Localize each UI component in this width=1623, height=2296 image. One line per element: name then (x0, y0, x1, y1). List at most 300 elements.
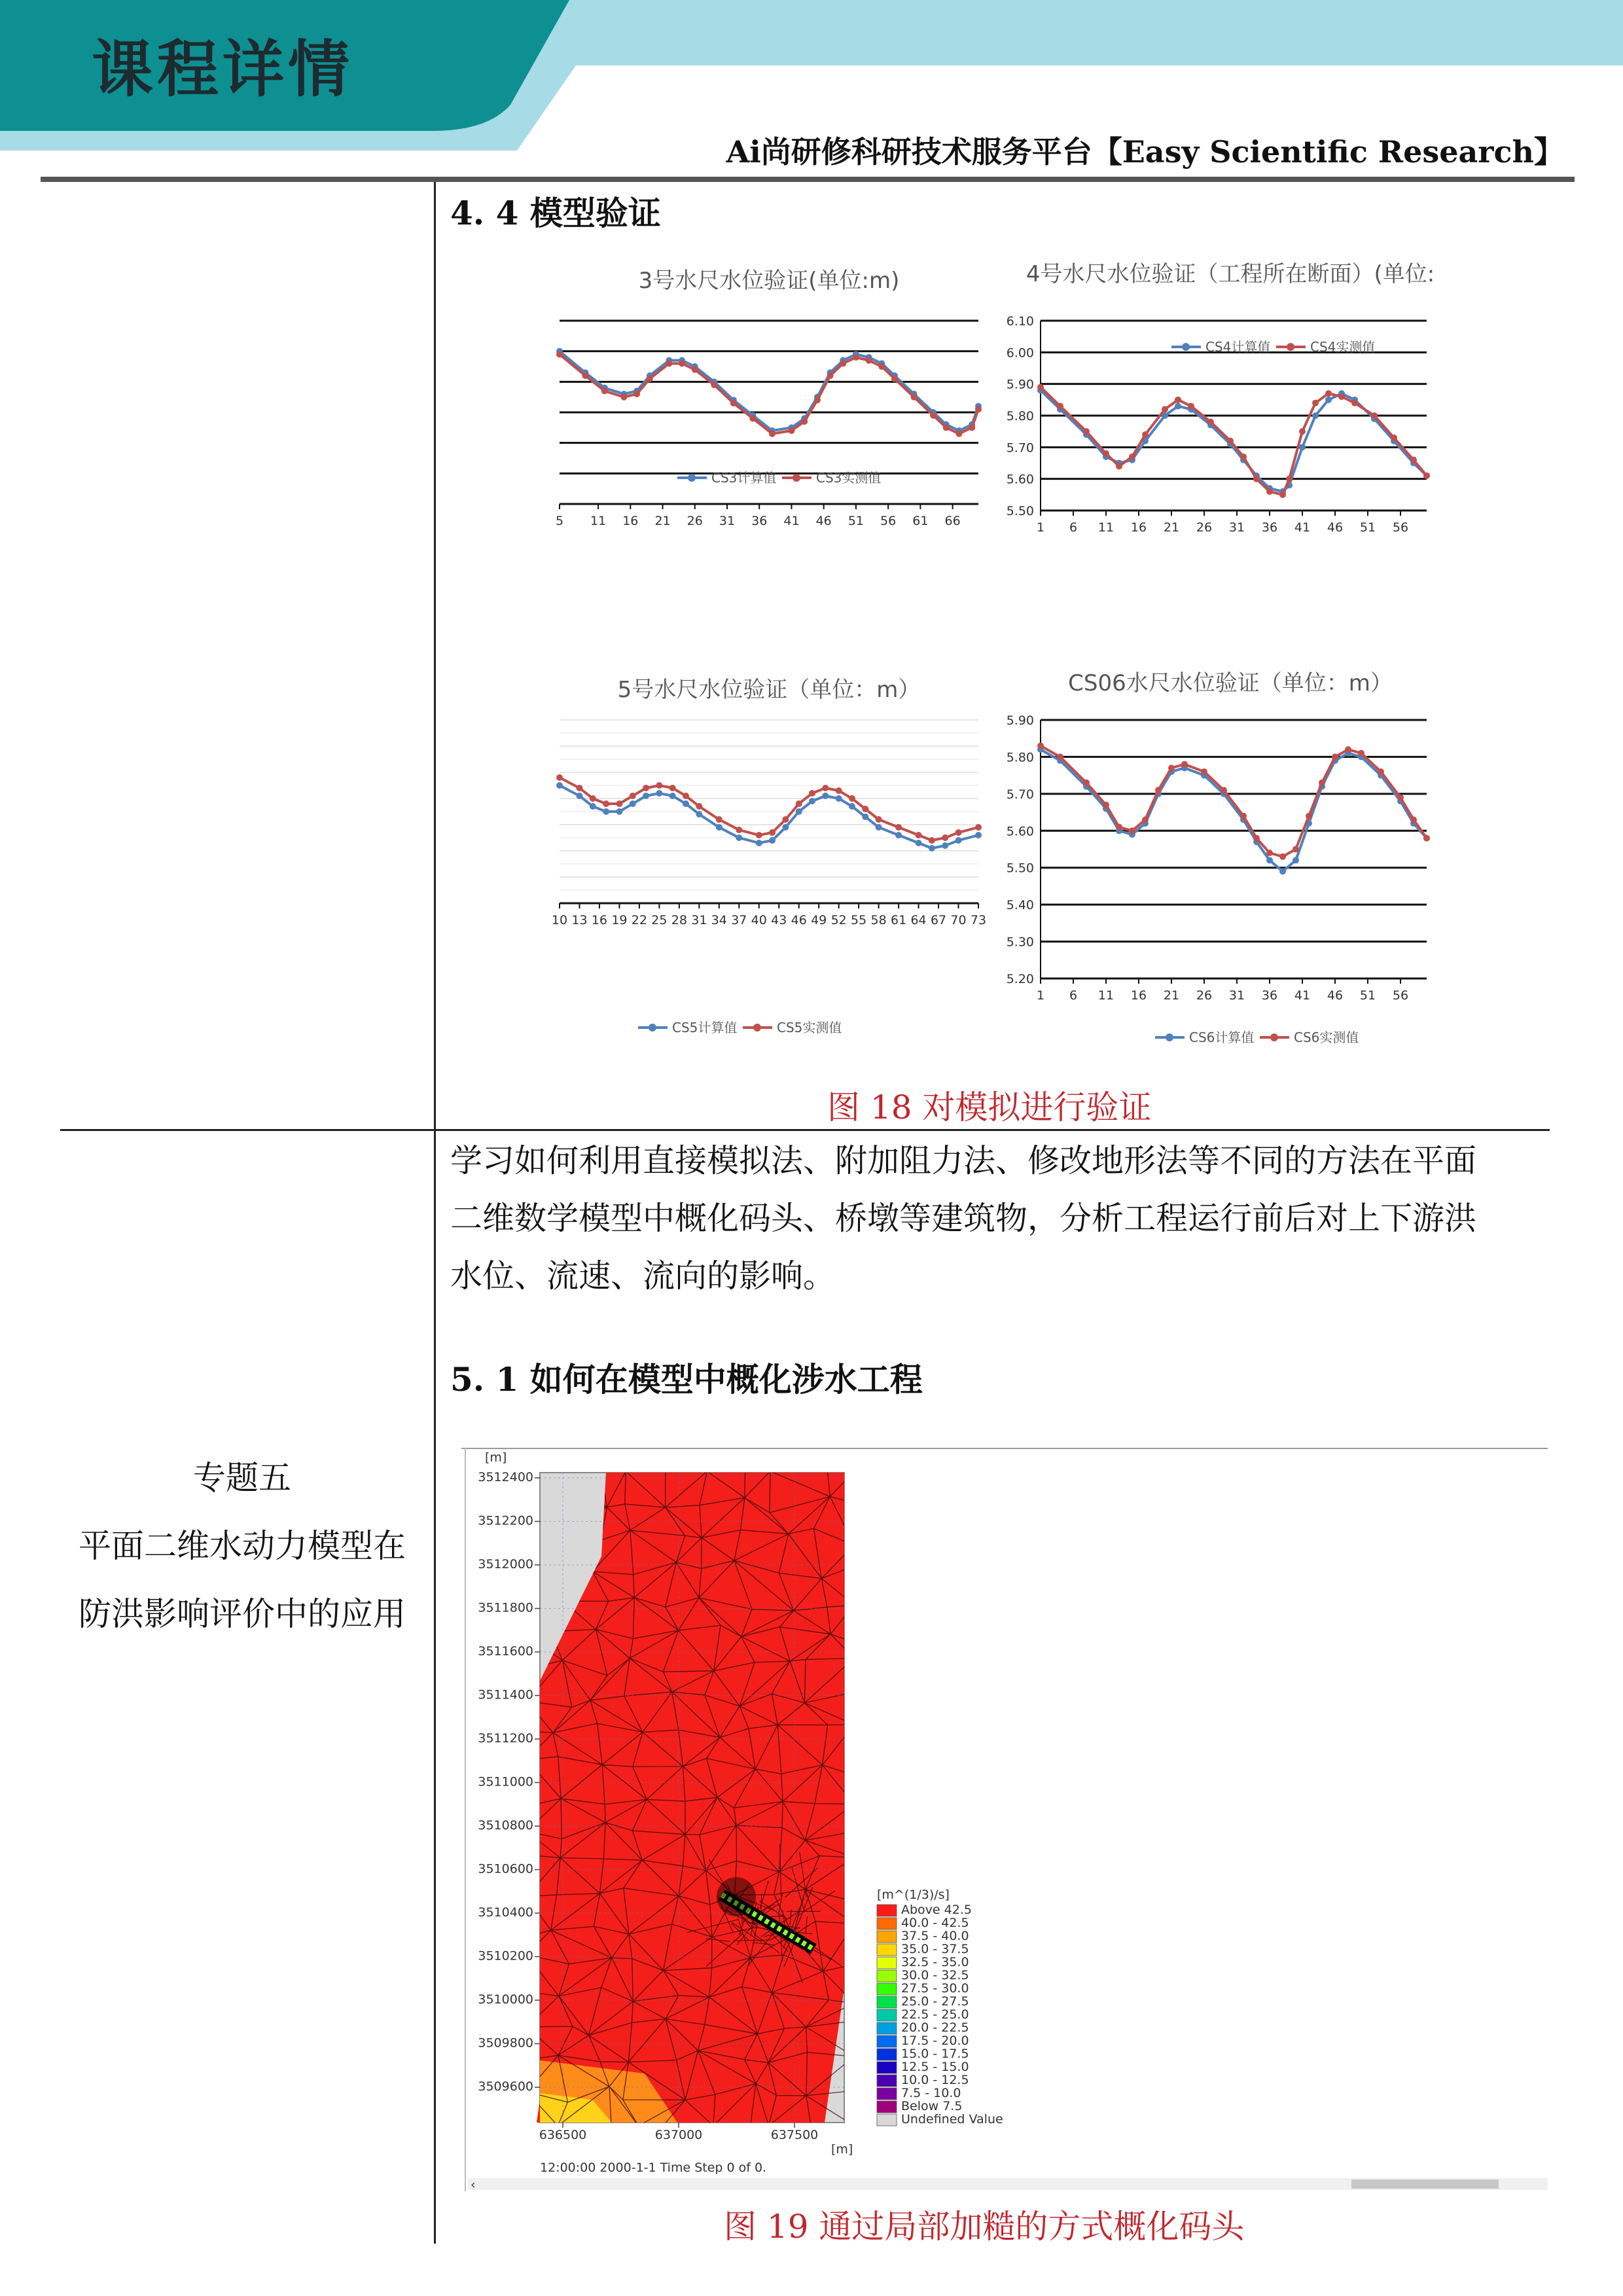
data-point (679, 360, 685, 367)
x-tick-label: 34 (711, 913, 727, 927)
data-point (1175, 403, 1181, 410)
x-tick-label: 61 (891, 913, 907, 927)
scrollbar-thumb[interactable] (1351, 2179, 1499, 2189)
data-point (1312, 400, 1319, 406)
section-4-4-heading: 4. 4 模型验证 (450, 194, 661, 232)
x-tick-label: 16 (622, 514, 639, 528)
data-point (769, 829, 776, 836)
data-point (849, 803, 855, 810)
legend-label: CS4实测值 (1310, 339, 1376, 355)
legend-swatch (877, 1983, 897, 1995)
data-point (1312, 412, 1319, 419)
x-tick-label: 36 (1261, 520, 1278, 535)
data-point (769, 431, 776, 437)
table-column-divider (434, 182, 436, 2244)
data-point (782, 816, 789, 823)
x-tick-label: 21 (1163, 988, 1180, 1003)
legend-label: 30.0 - 32.5 (901, 1968, 969, 1982)
page-title: 课程详情 (92, 34, 354, 105)
data-point (878, 363, 885, 370)
chart-title: 3号水尺水位验证(单位:m) (638, 268, 900, 294)
data-point (1221, 787, 1227, 793)
x-tick-label: 55 (851, 913, 867, 927)
data-point (1253, 835, 1260, 842)
x-tick-label: 31 (691, 913, 707, 927)
x-tick-label: 37 (731, 913, 747, 927)
legend-label: CS6计算值 (1189, 1030, 1255, 1045)
data-point (643, 785, 649, 791)
data-point (1227, 438, 1234, 444)
data-point (696, 803, 702, 810)
y-unit-label: [m] (485, 1450, 507, 1465)
legend-marker (688, 474, 696, 482)
data-point (1378, 768, 1384, 775)
data-point (1162, 406, 1168, 412)
mesh-figure (461, 1445, 1548, 2191)
data-point (849, 795, 855, 802)
legend-label: CS3计算值 (711, 470, 777, 486)
y-tick-label: 3509600 (478, 2079, 533, 2094)
data-point (1299, 428, 1306, 435)
chart-title: CS06水尺水位验证（单位：m） (1068, 670, 1393, 696)
data-point (669, 785, 676, 791)
data-point (1129, 827, 1135, 834)
data-point (1253, 476, 1260, 482)
legend-swatch (877, 2101, 897, 2113)
x-tick-label: 19 (611, 913, 628, 927)
legend-swatch (877, 1905, 897, 1916)
data-point (1175, 397, 1181, 403)
data-point (1083, 428, 1090, 435)
legend-swatch (877, 1957, 897, 1969)
data-point (809, 798, 815, 804)
x-tick-label: 41 (1294, 520, 1311, 535)
data-point (556, 351, 563, 357)
legend-swatch (877, 1970, 897, 1982)
data-point (840, 360, 846, 367)
x-tick-label: 36 (1261, 988, 1278, 1003)
x-tick-label: 16 (1130, 988, 1147, 1003)
data-point (1201, 768, 1207, 775)
x-tick-label: 51 (1359, 988, 1376, 1003)
y-tick-label: 3511000 (478, 1774, 533, 1789)
y-tick-label: 5.50 (1006, 504, 1034, 518)
x-tick-label: 16 (591, 913, 608, 927)
legend-label: Above 42.5 (901, 1903, 972, 1917)
data-point (955, 837, 962, 844)
data-point (1299, 444, 1306, 450)
y-tick-label: 3509800 (478, 2036, 533, 2051)
data-point (616, 800, 622, 807)
legend-label: 17.5 - 20.0 (901, 2034, 969, 2048)
data-point (1293, 846, 1299, 853)
data-point (590, 803, 596, 810)
data-point (1351, 400, 1358, 406)
data-point (1286, 476, 1293, 482)
y-tick-label: 5.50 (1006, 861, 1034, 876)
data-point (796, 800, 802, 807)
data-point (666, 360, 672, 367)
data-point (1397, 795, 1404, 801)
topic-description (450, 1132, 1550, 1305)
data-point (1306, 813, 1312, 819)
x-tick-label: 56 (1392, 988, 1409, 1003)
legend-label: 32.5 - 35.0 (901, 1955, 969, 1969)
data-point (955, 431, 962, 437)
x-tick-label: 46 (815, 514, 832, 528)
chart-4 (1007, 670, 1430, 1045)
data-point (1293, 857, 1299, 863)
data-point (1338, 393, 1345, 400)
data-point (796, 808, 802, 815)
x-tick-label: 11 (590, 514, 607, 528)
legend-label: 7.5 - 10.0 (901, 2086, 961, 2100)
x-tick-label: 637500 (770, 2128, 819, 2142)
y-tick-label: 5.60 (1006, 472, 1034, 487)
x-tick-label: 11 (1097, 988, 1115, 1003)
topic-label (59, 1444, 425, 1648)
y-tick-label: 3512000 (478, 1557, 533, 1571)
data-point (590, 795, 596, 802)
x-tick-label: 66 (944, 514, 961, 528)
data-point (1325, 397, 1332, 403)
x-tick-label: 56 (880, 514, 897, 528)
data-point (1391, 435, 1397, 441)
figure-18-caption: 图 18 对模拟进行验证 (827, 1088, 1152, 1126)
y-tick-label: 3510000 (478, 1992, 533, 2007)
data-point (1410, 816, 1417, 823)
data-point (647, 376, 653, 382)
x-tick-label: 52 (830, 913, 847, 927)
x-tick-label: 58 (870, 913, 887, 927)
x-tick-label: 51 (1359, 520, 1376, 535)
series-line (560, 351, 978, 431)
y-tick-label: 5.90 (1006, 377, 1034, 392)
x-tick-label: 1 (1036, 988, 1045, 1003)
legend-swatch (877, 2009, 897, 2021)
chart-3 (552, 677, 986, 1035)
legend-marker (1287, 343, 1294, 351)
x-tick-label: 11 (1097, 520, 1115, 535)
data-point (769, 837, 776, 844)
data-point (1037, 743, 1044, 749)
data-point (814, 397, 821, 403)
data-point (1266, 857, 1273, 863)
data-point (866, 357, 872, 364)
legend-swatch (877, 2114, 897, 2126)
time-step-label: 12:00:00 2000-1-1 Time Step 0 of 0. (540, 2161, 767, 2175)
data-point (975, 406, 982, 412)
data-point (1332, 753, 1338, 760)
legend-swatch (877, 1931, 897, 1943)
data-point (749, 415, 756, 422)
x-tick-label: 637000 (654, 2128, 703, 2142)
x-unit-label: [m] (831, 2142, 853, 2157)
legend-label: CS4计算值 (1205, 339, 1271, 355)
data-point (1103, 802, 1109, 808)
series-line (1041, 749, 1427, 871)
x-tick-label: 22 (631, 913, 647, 927)
legend-label: 37.5 - 40.0 (901, 1929, 969, 1943)
y-tick-label: 6.00 (1006, 346, 1034, 361)
data-point (1116, 824, 1122, 831)
data-point (862, 814, 868, 820)
series-line (560, 785, 978, 848)
data-point (730, 400, 737, 406)
x-tick-label: 636500 (539, 2128, 587, 2142)
data-point (630, 793, 636, 799)
legend-swatch (877, 2062, 897, 2073)
legend-marker (1166, 1033, 1173, 1041)
x-tick-label: 31 (719, 514, 736, 528)
legend-swatch (877, 1944, 897, 1956)
data-point (1188, 403, 1194, 410)
x-tick-label: 6 (1069, 988, 1078, 1003)
data-point (1266, 488, 1273, 495)
x-tick-label: 51 (847, 514, 865, 528)
y-tick-label: 5.30 (1006, 935, 1034, 950)
data-point (1057, 753, 1063, 760)
data-point (942, 834, 948, 841)
legend-label: 27.5 - 30.0 (901, 1981, 969, 1996)
y-tick-label: 5.80 (1006, 409, 1034, 423)
data-point (942, 842, 948, 849)
data-point (736, 827, 742, 833)
y-tick-label: 3510800 (478, 1818, 533, 1833)
data-point (756, 832, 762, 838)
data-point (809, 790, 815, 797)
data-point (1142, 431, 1149, 438)
scroll-left-icon[interactable]: ‹ (471, 2178, 476, 2191)
legend-label: CS3实测值 (816, 470, 882, 486)
legend-swatch (877, 2049, 897, 2060)
section-5-1-heading: 5. 1 如何在模型中概化涉水工程 (450, 1360, 923, 1399)
data-point (756, 840, 762, 846)
topic-title-line-1: 平面二维水动力模型在 (79, 1527, 406, 1565)
data-point (1142, 816, 1149, 823)
legend-marker (793, 474, 800, 482)
x-tick-label: 5 (555, 514, 564, 528)
x-tick-label: 26 (687, 514, 703, 528)
data-point (1423, 473, 1430, 479)
data-point (556, 782, 563, 789)
x-tick-label: 67 (930, 913, 947, 927)
data-point (1103, 450, 1109, 457)
data-point (1129, 454, 1135, 460)
data-point (801, 418, 808, 425)
data-point (620, 394, 627, 401)
description-line: 二维数学模型中概化码头、桥墩等建筑物，分析工程运行前后对上下游洪 (450, 1200, 1477, 1237)
x-tick-label: 36 (751, 514, 768, 528)
data-point (1116, 463, 1122, 469)
legend-label: 20.0 - 22.5 (901, 2020, 969, 2035)
data-point (696, 811, 702, 817)
x-tick-label: 70 (950, 913, 967, 927)
data-point (1057, 403, 1063, 410)
data-point (692, 367, 698, 373)
data-point (711, 382, 717, 388)
chart-title: 4号水尺水位验证（工程所在断面）(单位: (1026, 261, 1435, 287)
data-point (656, 790, 662, 797)
x-tick-label: 40 (751, 913, 767, 927)
data-point (929, 837, 935, 844)
legend-swatch (877, 2036, 897, 2047)
data-point (876, 824, 882, 831)
data-point (930, 412, 936, 419)
data-point (876, 816, 882, 823)
platform-name: Ai尚研修科研技术服务平台【Easy Scientific Research】 (726, 134, 1564, 170)
data-point (916, 840, 922, 846)
legend-label: Undefined Value (901, 2112, 1003, 2126)
x-tick-label: 73 (970, 913, 987, 927)
data-point (1410, 457, 1417, 463)
legend-swatch (877, 2022, 897, 2034)
y-tick-label: 3510600 (478, 1861, 533, 1876)
data-point (1181, 761, 1188, 768)
legend-label: CS5计算值 (672, 1020, 738, 1035)
y-tick-label: 3511800 (478, 1600, 533, 1615)
legend-swatch (877, 1918, 897, 1929)
x-tick-label: 46 (791, 913, 807, 927)
data-point (827, 372, 834, 379)
legend-label: 12.5 - 15.0 (901, 2060, 969, 2074)
data-point (1325, 390, 1332, 397)
x-tick-label: 16 (1130, 520, 1147, 535)
legend-unit: [m^(1/3)/s] (877, 1888, 950, 1902)
x-tick-label: 31 (1228, 988, 1245, 1003)
x-tick-label: 43 (771, 913, 787, 927)
data-point (1168, 764, 1175, 771)
data-point (1279, 868, 1286, 874)
data-point (1083, 780, 1090, 786)
x-tick-label: 13 (571, 913, 588, 927)
x-tick-label: 64 (910, 913, 927, 927)
legend-label: 35.0 - 37.5 (901, 1942, 969, 1956)
data-point (643, 793, 649, 799)
topic-title-line-2: 防洪影响评价中的应用 (79, 1595, 406, 1633)
data-point (582, 372, 588, 379)
x-tick-label: 56 (1392, 520, 1409, 535)
data-point (633, 391, 640, 397)
data-point (891, 376, 898, 382)
data-point (716, 816, 722, 823)
data-point (1345, 746, 1351, 753)
legend-label: 15.0 - 17.5 (901, 2047, 969, 2061)
y-tick-label: 6.10 (1006, 314, 1034, 329)
data-point (716, 824, 722, 831)
x-tick-label: 61 (912, 514, 929, 528)
legend-swatch (877, 2088, 897, 2100)
y-tick-label: 3512200 (478, 1513, 533, 1528)
data-point (1037, 384, 1044, 391)
y-tick-label: 3512400 (478, 1470, 533, 1484)
y-tick-label: 3511400 (478, 1687, 533, 1702)
data-point (683, 793, 689, 799)
description-line: 学习如何利用直接模拟法、附加阻力法、修改地形法等不同的方法在平面 (450, 1142, 1477, 1179)
data-point (576, 793, 582, 799)
header-divider (41, 177, 1575, 182)
figure-19-caption: 图 19 通过局部加糙的方式概化码头 (724, 2208, 1245, 2246)
legend-marker (1270, 1033, 1278, 1041)
x-tick-label: 28 (671, 913, 687, 927)
data-point (895, 824, 902, 831)
data-point (929, 845, 935, 852)
y-tick-label: 3511600 (478, 1644, 533, 1659)
y-tick-label: 3510400 (478, 1905, 533, 1920)
legend-label: 25.0 - 27.5 (901, 1994, 969, 2009)
y-tick-label: 3510200 (478, 1948, 533, 1964)
data-point (862, 806, 868, 812)
data-point (601, 387, 608, 394)
data-point (1240, 454, 1247, 460)
chart-title: 5号水尺水位验证（单位：m） (617, 677, 921, 703)
data-point (975, 832, 982, 838)
x-tick-label: 46 (1327, 988, 1344, 1003)
data-point (1279, 853, 1286, 860)
data-point (969, 424, 975, 431)
data-point (630, 800, 636, 807)
data-point (1319, 780, 1325, 786)
data-point (788, 427, 794, 434)
x-tick-label: 41 (1294, 988, 1311, 1003)
data-point (822, 793, 829, 799)
legend-marker (649, 1024, 656, 1031)
legend-label: Below 7.5 (901, 2099, 963, 2113)
data-point (916, 832, 922, 838)
legend-label: 40.0 - 42.5 (901, 1916, 969, 1930)
y-tick-label: 5.90 (1006, 713, 1034, 728)
data-point (1358, 750, 1364, 757)
y-tick-label: 5.60 (1006, 824, 1034, 839)
data-point (975, 824, 982, 831)
x-tick-label: 21 (1163, 520, 1180, 535)
data-point (1423, 835, 1430, 842)
y-tick-label: 5.40 (1006, 898, 1034, 913)
data-point (669, 793, 676, 799)
data-point (1207, 419, 1214, 425)
legend-label: 10.0 - 12.5 (901, 2073, 969, 2087)
y-tick-label: 5.70 (1006, 440, 1034, 456)
legend-swatch (877, 1996, 897, 2008)
data-point (911, 394, 918, 401)
data-point (603, 800, 609, 807)
chart-2 (1007, 261, 1435, 535)
x-tick-label: 46 (1327, 520, 1344, 535)
data-point (895, 832, 902, 838)
data-point (782, 824, 789, 831)
data-point (836, 787, 842, 794)
mesh-refinement-zone (717, 1877, 756, 1916)
data-point (603, 808, 609, 815)
x-tick-label: 6 (1069, 520, 1078, 535)
legend-marker (1182, 343, 1190, 351)
x-tick-label: 41 (783, 514, 800, 528)
legend-label: 22.5 - 25.0 (901, 2007, 969, 2022)
x-tick-label: 31 (1228, 520, 1245, 535)
data-point (853, 354, 859, 361)
legend-label: CS5实测值 (777, 1020, 842, 1035)
data-point (556, 774, 563, 781)
data-point (943, 424, 950, 431)
data-point (656, 782, 662, 789)
description-line: 水位、流速、流向的影响。 (450, 1257, 836, 1295)
data-point (955, 829, 962, 836)
legend-swatch (877, 2075, 897, 2087)
data-point (1155, 787, 1162, 793)
legend-marker (753, 1024, 761, 1031)
data-point (1240, 813, 1247, 819)
data-point (1266, 850, 1273, 856)
